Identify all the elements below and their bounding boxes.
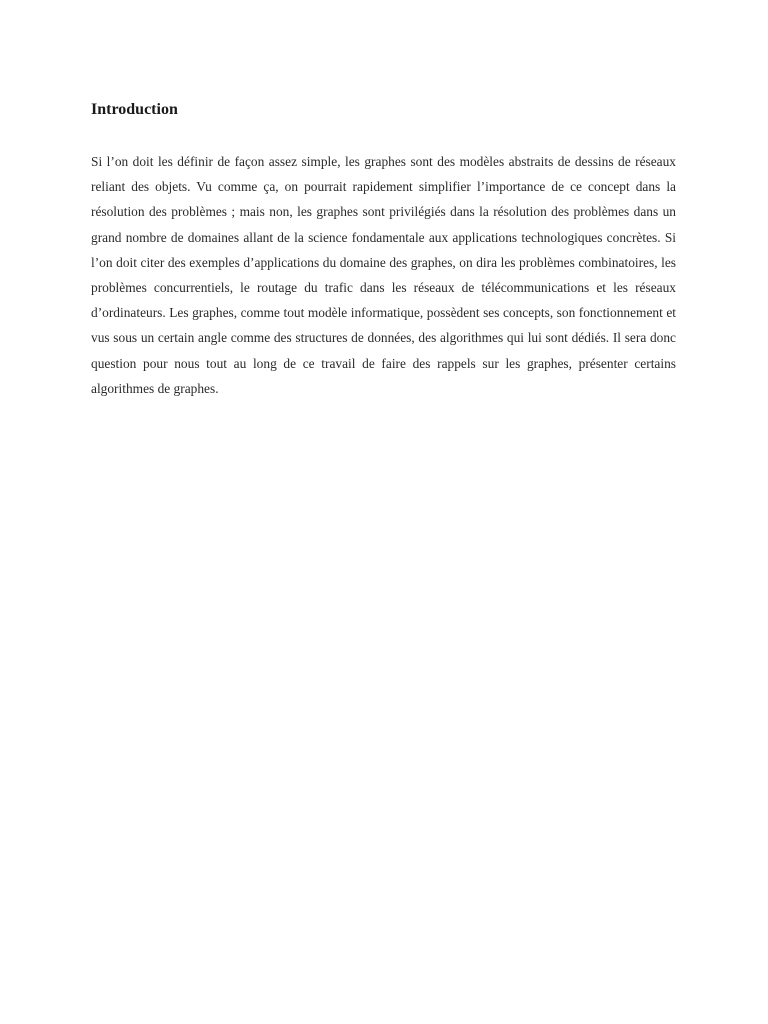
body-paragraph: Si l’on doit les définir de façon assez simple, les graphes sont des modèles abstraits de dessins de réseaux reliant des objets. Vu comme ça, on pourrait rapidement simplifier l’importance de ce concept dans la résolution des problèmes ; mais non, les graphes sont privilégiés dans la résolution des problèmes dans un grand nombre de domaines allant de la science fondamentale aux applications technologiques concrètes. Si l’on doit citer des exemples d’applications du domaine des graphes, on dira les problèmes combinatoires, les problèmes concurrentiels, le routage du trafic dans les réseaux de télécommunications et les réseaux d’ordinateurs. Les graphes, comme tout modèle informatique, possèdent ses concepts, son fonctionnement et vus sous un certain angle comme des structures de données, des algorithmes qui lui sont dédiés. Il sera donc question pour nous tout au long de ce travail de faire des rappels sur les graphes, présenter certains algorithmes de graphes. bbox=[91, 154, 676, 396]
section-heading: Introduction bbox=[91, 101, 178, 118]
